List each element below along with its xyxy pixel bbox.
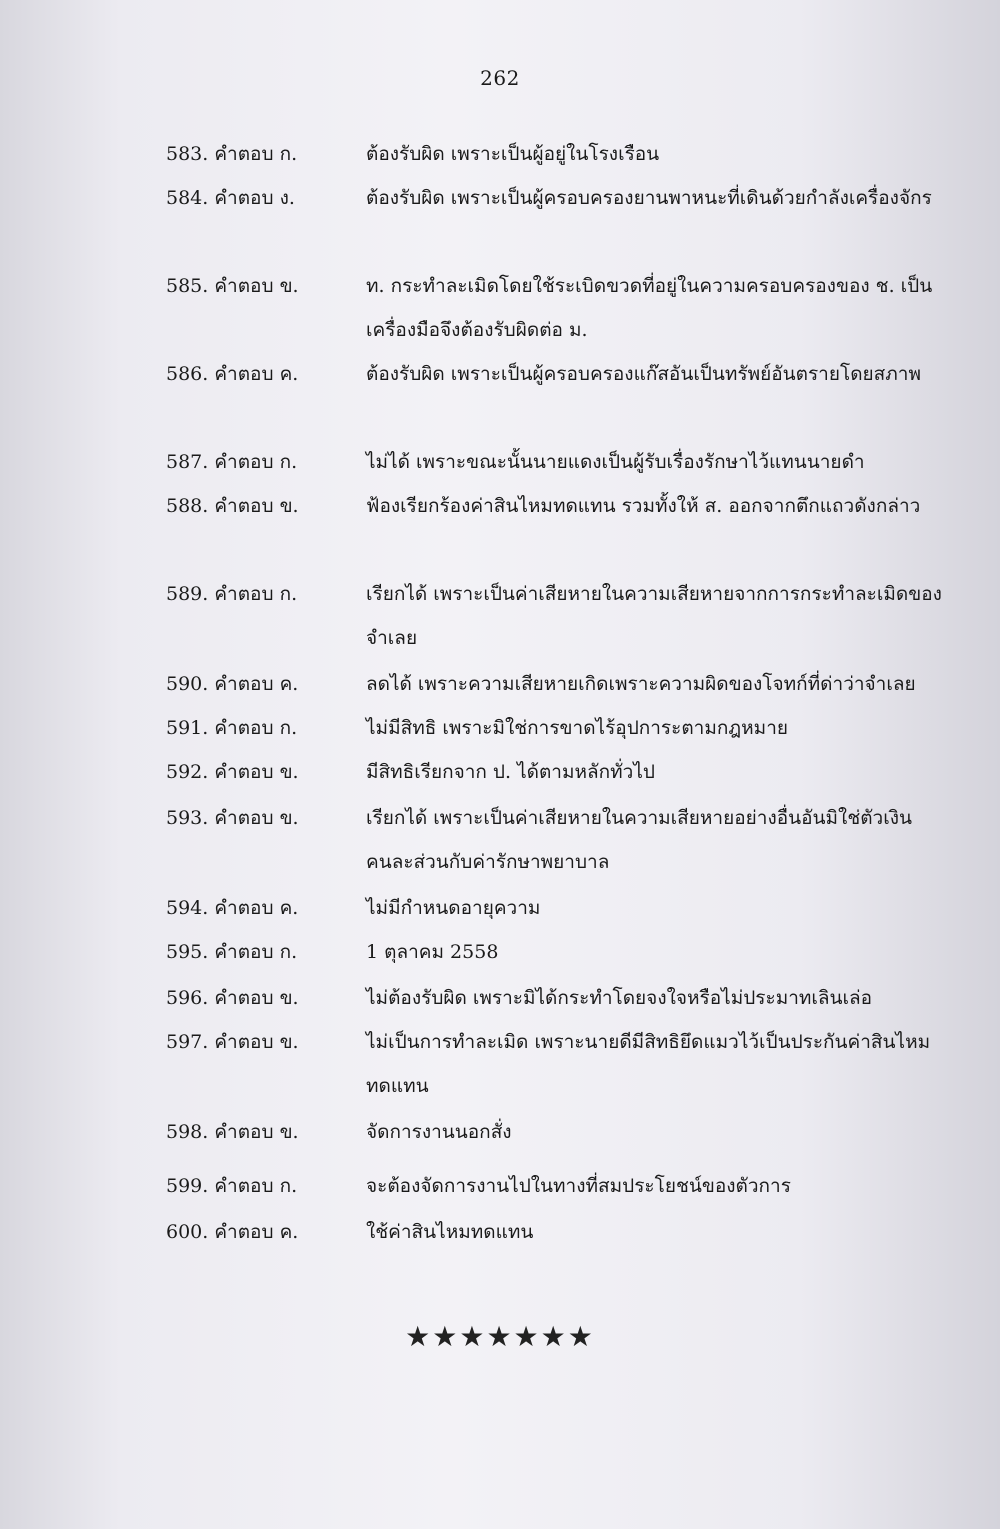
answer-label: 590. คำตอบ ค. <box>166 673 299 695</box>
answer-label: 587. คำตอบ ก. <box>166 451 298 473</box>
answer-label: 600. คำตอบ ค. <box>166 1221 299 1243</box>
answer-text: ไม่มีสิทธิ เพราะมิใช่การขาดไร้อุปการะตามกฎหมาย <box>366 717 788 739</box>
answer-label: 593. คำตอบ ข. <box>166 807 299 829</box>
answer-label: 589. คำตอบ ก. <box>166 583 298 605</box>
answer-label: 592. คำตอบ ข. <box>166 761 299 783</box>
answer-text: จัดการงานนอกสั่ง <box>366 1121 512 1143</box>
answer-text: ท. กระทำละเมิดโดยใช้ระเบิดขวดที่อยู่ในความครอบครองของ ช. เป็นเครื่องมือจึงต้องรับผิดต่อ ม. <box>366 275 933 341</box>
answer-text: ฟ้องเรียกร้องค่าสินไหมทดแทน รวมทั้งให้ ส. ออกจากตึกแถวดังกล่าว <box>366 495 921 517</box>
answer-text: ไม่ได้ เพราะขณะนั้นนายแดงเป็นผู้รับเรื่องรักษาไว้แทนนายดำ <box>366 451 865 473</box>
answer-label: 596. คำตอบ ข. <box>166 987 299 1009</box>
answer-text: ไม่ต้องรับผิด เพราะมิได้กระทำโดยจงใจหรือไม่ประมาทเลินเล่อ <box>366 987 873 1009</box>
answer-label: 594. คำตอบ ค. <box>166 897 299 919</box>
answer-label: 597. คำตอบ ข. <box>166 1031 299 1053</box>
answer-label: 595. คำตอบ ก. <box>166 941 298 963</box>
answer-label: 588. คำตอบ ข. <box>166 495 299 517</box>
answer-text: ต้องรับผิด เพราะเป็นผู้ครอบครองแก๊สอันเป็นทรัพย์อันตรายโดยสภาพ <box>366 363 921 385</box>
answer-text: เรียกได้ เพราะเป็นค่าเสียหายในความเสียหายอย่างอื่นอันมิใช่ตัวเงินคนละส่วนกับค่ารักษาพยาบาล <box>366 807 912 873</box>
answer-text: ต้องรับผิด เพราะเป็นผู้อยู่ในโรงเรือน <box>366 143 660 165</box>
answer-label: 599. คำตอบ ก. <box>166 1175 298 1197</box>
answer-label: 583. คำตอบ ก. <box>166 143 298 165</box>
answer-text: ต้องรับผิด เพราะเป็นผู้ครอบครองยานพาหนะที่เดินด้วยกำลังเครื่องจักร <box>366 187 932 209</box>
answer-label: 598. คำตอบ ข. <box>166 1121 299 1143</box>
answer-text: ไม่มีกำหนดอายุความ <box>366 897 541 919</box>
answer-label: 585. คำตอบ ข. <box>166 275 299 297</box>
answer-label: 591. คำตอบ ก. <box>166 717 298 739</box>
answer-text: มีสิทธิเรียกจาก ป. ได้ตามหลักทั่วไป <box>366 761 655 783</box>
answer-text: จะต้องจัดการงานไปในทางที่สมประโยชน์ของตัวการ <box>366 1175 791 1197</box>
answer-text: เรียกได้ เพราะเป็นค่าเสียหายในความเสียหายจากการกระทำละเมิดของจำเลย <box>366 583 942 649</box>
answer-text: ลดได้ เพราะความเสียหายเกิดเพราะความผิดของโจทก์ที่ด่าว่าจำเลย <box>366 673 916 695</box>
answer-label: 586. คำตอบ ค. <box>166 363 299 385</box>
answer-label: 584. คำตอบ ง. <box>166 187 295 209</box>
end-of-section-stars: ★★★★★★★ <box>405 1320 595 1353</box>
answer-text: ไม่เป็นการทำละเมิด เพราะนายดีมีสิทธิยึดแมวไว้เป็นประกันค่าสินไหมทดแทน <box>366 1031 931 1097</box>
answer-text: 1 ตุลาคม 2558 <box>366 941 499 963</box>
answer-text: ใช้ค่าสินไหมทดแทน <box>366 1221 534 1243</box>
page-number: 262 <box>480 66 520 90</box>
